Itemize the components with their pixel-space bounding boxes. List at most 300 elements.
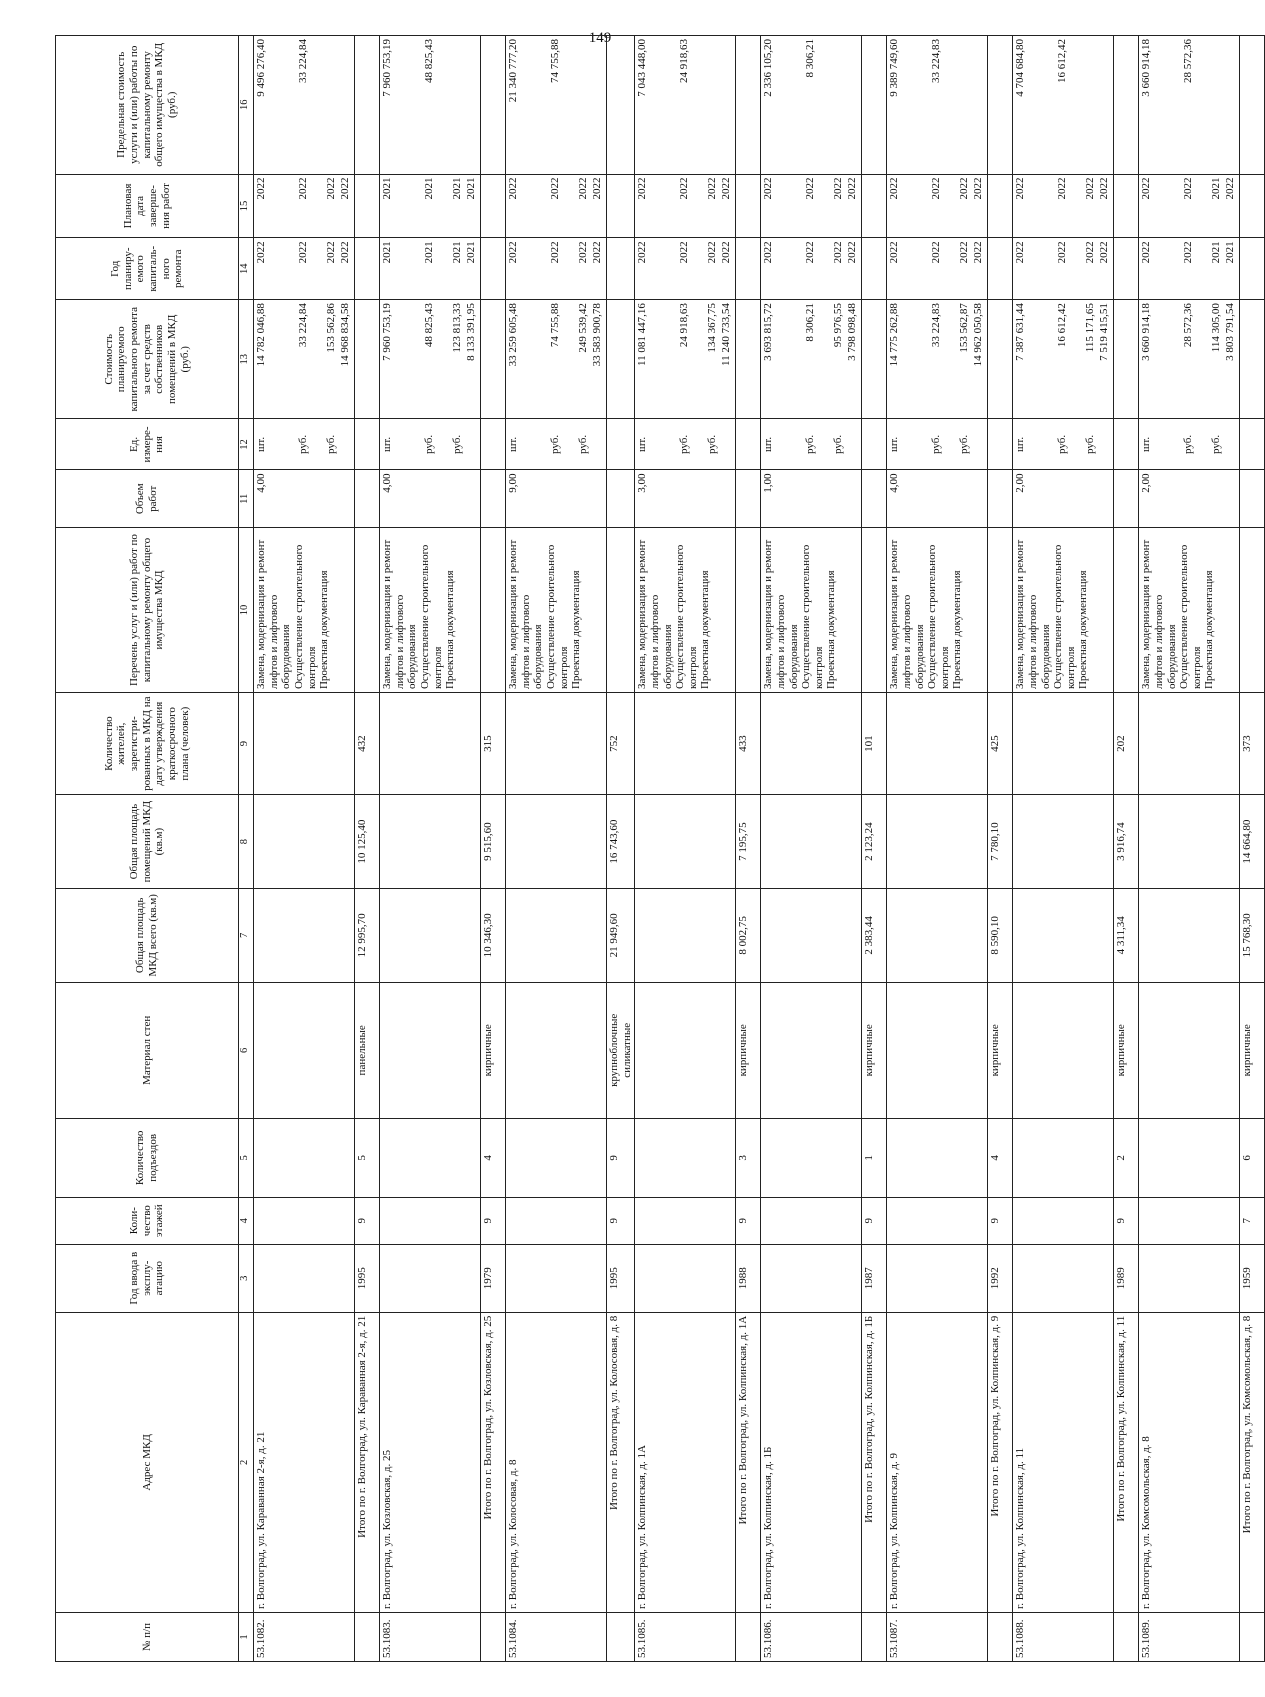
- end-date-value: 2022: [1084, 177, 1097, 200]
- work-item: Замена, модернизация и ремонт лифтов и лифтового оборудования: [888, 539, 926, 690]
- empty-cell: [988, 174, 1013, 238]
- work-volume: 4,00: [887, 470, 988, 528]
- limit-cost-value: 4 704 684,80: [1014, 39, 1027, 97]
- total-area: 12 995,70: [355, 888, 380, 982]
- unit: шт.: [1140, 436, 1153, 453]
- end-date-value: 2022: [804, 177, 817, 200]
- limit-cost-value: [706, 39, 720, 171]
- limit-cost-cell: [380, 36, 481, 175]
- unit-cell: [761, 419, 862, 470]
- empty-cell: [761, 982, 862, 1118]
- column-header: Плановая дата заверше-ния работ: [56, 174, 239, 238]
- premises-area: 7 195,75: [736, 795, 761, 889]
- limit-cost-value: [451, 39, 465, 171]
- cost-value: 14 775 262,88: [888, 303, 901, 367]
- limit-cost-cell: [887, 36, 988, 175]
- column-number: 11: [239, 470, 254, 528]
- repair-year-value: 2022: [507, 241, 519, 264]
- empty-cell: [355, 300, 380, 419]
- total-label: Итого по г. Волгоград, ул. Колпинская, д. 1Б: [862, 1312, 887, 1612]
- empty-cell: [607, 238, 635, 300]
- empty-cell: [1240, 470, 1265, 528]
- empty-cell: [988, 470, 1013, 528]
- unit: руб.: [1056, 434, 1069, 454]
- cost-cell: [1013, 300, 1114, 419]
- floors: 9: [988, 1197, 1013, 1244]
- total-area: 4 311,34: [1114, 888, 1139, 982]
- empty-cell: [1114, 1613, 1139, 1662]
- repair-year-value: 2022: [706, 241, 719, 264]
- residents: 433: [736, 693, 761, 795]
- cost-value: 33 259 605,48: [507, 303, 519, 367]
- column-header: Ед. измере-ния: [56, 419, 239, 470]
- work-item: Проектная документация: [951, 570, 964, 690]
- work-list-cell: [506, 528, 607, 693]
- table-row: [506, 36, 607, 1662]
- total-row: [481, 36, 506, 1662]
- table-row: [635, 36, 736, 1662]
- row-number: 53.1088.: [1013, 1613, 1114, 1662]
- end-date-value: 2022: [591, 177, 603, 200]
- cost-cell: [254, 300, 355, 419]
- empty-cell: [1114, 300, 1139, 419]
- repair-year-value: 2021: [381, 241, 393, 264]
- limit-cost-value: 9 496 276,40: [255, 39, 267, 97]
- year-built: 1992: [988, 1244, 1013, 1312]
- work-item: Осуществление строительного контроля: [1178, 544, 1203, 690]
- empty-cell: [635, 1244, 736, 1312]
- repair-year-value: 2022: [720, 241, 733, 264]
- cost-value: 249 539,42: [577, 303, 589, 353]
- work-list-cell: [380, 528, 481, 693]
- repair-year-value: 2022: [591, 241, 603, 264]
- cost-value: 8 306,21: [804, 303, 817, 342]
- empty-cell: [1240, 419, 1265, 470]
- year-built: 1979: [481, 1244, 506, 1312]
- repair-year-value: 2021: [465, 241, 477, 264]
- empty-cell: [481, 1613, 506, 1662]
- cost-value: 16 612,42: [1056, 303, 1069, 348]
- end-date-cell: [506, 174, 607, 238]
- entrances: 4: [481, 1118, 506, 1197]
- unit: шт.: [255, 436, 267, 453]
- end-date-value: 2022: [1098, 177, 1111, 200]
- empty-cell: [380, 1244, 481, 1312]
- empty-cell: [481, 470, 506, 528]
- work-volume: 2,00: [1013, 470, 1114, 528]
- end-date-value: 2022: [1056, 177, 1069, 200]
- row-number: 53.1083.: [380, 1613, 481, 1662]
- entrances: 3: [736, 1118, 761, 1197]
- limit-cost-cell: [635, 36, 736, 175]
- work-item: Замена, модернизация и ремонт лифтов и лифтового оборудования: [762, 539, 800, 690]
- work-item: Осуществление строительного контроля: [1052, 544, 1077, 690]
- empty-cell: [736, 528, 761, 693]
- empty-cell: [988, 238, 1013, 300]
- empty-cell: [635, 982, 736, 1118]
- empty-cell: [1139, 888, 1240, 982]
- limit-cost-value: 9 389 749,60: [888, 39, 901, 97]
- unit: руб.: [678, 434, 691, 454]
- cost-value: 33 224,83: [930, 303, 943, 348]
- end-date-value: 2022: [297, 177, 309, 200]
- wall-material: кирпичные: [988, 982, 1013, 1118]
- empty-cell: [1114, 36, 1139, 175]
- cost-value: 48 825,43: [423, 303, 435, 348]
- cost-value: 14 962 050,58: [972, 303, 985, 367]
- end-date-value: 2022: [762, 177, 775, 200]
- limit-cost-value: [1210, 39, 1224, 171]
- total-label: Итого по г. Волгоград, ул. Комсомольская, д. 8: [1240, 1312, 1265, 1612]
- empty-cell: [380, 888, 481, 982]
- repair-year-cell: [506, 238, 607, 300]
- repair-year-value: 2022: [325, 241, 337, 264]
- empty-cell: [1013, 1118, 1114, 1197]
- empty-cell: [254, 693, 355, 795]
- cost-value: 33 583 900,78: [591, 303, 603, 367]
- cost-value: 11 081 447,16: [636, 303, 649, 366]
- limit-cost-value: [1084, 39, 1098, 171]
- empty-cell: [607, 300, 635, 419]
- work-item: Замена, модернизация и ремонт лифтов и лифтового оборудования: [381, 539, 419, 690]
- floors: 7: [1240, 1197, 1265, 1244]
- end-date-cell: [1013, 174, 1114, 238]
- cost-cell: [761, 300, 862, 419]
- table-row: [380, 36, 481, 1662]
- empty-cell: [1240, 238, 1265, 300]
- work-item: Проектная документация: [318, 570, 331, 690]
- empty-cell: [887, 1118, 988, 1197]
- limit-cost-value: 74 755,88: [549, 39, 561, 83]
- empty-cell: [506, 693, 607, 795]
- wall-material: крупноблочные силикатные: [607, 982, 635, 1118]
- address-cell: г. Волгоград, ул. Колпинская, д. 1Б: [761, 1312, 862, 1612]
- column-header: Год планиру-емого капиталь-ного ремонта: [56, 238, 239, 300]
- unit: руб.: [1182, 434, 1195, 454]
- work-list-cell: [1013, 528, 1114, 693]
- limit-cost-value: [1098, 39, 1112, 171]
- total-row: [1240, 36, 1265, 1662]
- year-built: 1995: [355, 1244, 380, 1312]
- total-row: [1114, 36, 1139, 1662]
- premises-area: 10 125,40: [355, 795, 380, 889]
- address-cell: г. Волгоград, ул. Караванная 2-я, д. 21: [254, 1312, 355, 1612]
- work-item: Осуществление строительного контроля: [418, 544, 444, 690]
- cost-value: 153 562,87: [958, 303, 971, 353]
- table-row: [254, 36, 355, 1662]
- limit-cost-value: [958, 39, 972, 171]
- premises-area: 14 664,80: [1240, 795, 1265, 889]
- work-list-cell: [1139, 528, 1240, 693]
- end-date-value: 2022: [972, 177, 985, 200]
- empty-cell: [1240, 174, 1265, 238]
- total-row: [988, 36, 1013, 1662]
- column-number-row: [239, 36, 254, 1662]
- empty-cell: [887, 982, 988, 1118]
- year-built: 1988: [736, 1244, 761, 1312]
- work-item: Осуществление строительного контроля: [674, 544, 699, 690]
- table-body: [254, 36, 1265, 1662]
- end-date-value: 2022: [1224, 177, 1237, 200]
- entrances: 5: [355, 1118, 380, 1197]
- cost-value: 74 755,88: [549, 303, 561, 348]
- year-built: 1989: [1114, 1244, 1139, 1312]
- cost-value: 95 976,55: [832, 303, 845, 348]
- cost-value: 134 367,75: [706, 303, 719, 353]
- column-header: Год ввода в эксплу-атацию: [56, 1244, 239, 1312]
- cost-value: 11 240 733,54: [720, 303, 733, 366]
- repair-year-value: 2021: [1224, 241, 1237, 264]
- residents: 373: [1240, 693, 1265, 795]
- empty-cell: [761, 1244, 862, 1312]
- empty-cell: [506, 1197, 607, 1244]
- empty-cell: [355, 470, 380, 528]
- cost-value: 3 798 098,48: [846, 303, 859, 361]
- empty-cell: [635, 888, 736, 982]
- total-label: Итого по г. Волгоград, ул. Колосовая, д. 8: [607, 1312, 635, 1612]
- residents: 752: [607, 693, 635, 795]
- empty-cell: [1114, 238, 1139, 300]
- empty-cell: [607, 1613, 635, 1662]
- empty-cell: [887, 888, 988, 982]
- limit-cost-value: 2 336 105,20: [762, 39, 775, 97]
- empty-cell: [380, 693, 481, 795]
- year-built: 1987: [862, 1244, 887, 1312]
- empty-cell: [761, 795, 862, 889]
- empty-cell: [862, 36, 887, 175]
- unit-cell: [254, 419, 355, 470]
- total-area: 8 590,10: [988, 888, 1013, 982]
- end-date-value: 2022: [958, 177, 971, 200]
- unit: руб.: [958, 434, 971, 454]
- limit-cost-value: 7 960 753,19: [381, 39, 393, 97]
- empty-cell: [254, 982, 355, 1118]
- cost-value: 114 305,00: [1210, 303, 1223, 353]
- repair-year-value: 2022: [577, 241, 589, 264]
- limit-cost-value: [720, 39, 734, 171]
- row-number: 53.1087.: [887, 1613, 988, 1662]
- cost-value: 123 813,33: [451, 303, 463, 353]
- repair-year-value: 2022: [846, 241, 859, 264]
- rotated-table-stage: [55, 35, 1254, 1662]
- empty-cell: [988, 419, 1013, 470]
- repair-year-value: 2022: [1056, 241, 1069, 264]
- empty-cell: [380, 1118, 481, 1197]
- empty-cell: [254, 1197, 355, 1244]
- total-row: [355, 36, 380, 1662]
- end-date-cell: [380, 174, 481, 238]
- cost-value: 14 782 046,88: [255, 303, 267, 367]
- limit-cost-cell: [254, 36, 355, 175]
- page-number: 149: [588, 30, 612, 46]
- column-header: Коли-чество этажей: [56, 1197, 239, 1244]
- empty-cell: [862, 238, 887, 300]
- limit-cost-value: [846, 39, 860, 171]
- end-date-value: 2021: [423, 177, 435, 200]
- repair-year-cell: [635, 238, 736, 300]
- column-number: 6: [239, 982, 254, 1118]
- cost-value: 24 918,63: [678, 303, 691, 348]
- repair-year-value: 2022: [255, 241, 267, 264]
- unit: руб.: [1084, 434, 1097, 454]
- repair-year-value: 2022: [1014, 241, 1027, 264]
- row-number: 53.1086.: [761, 1613, 862, 1662]
- work-item: Проектная документация: [570, 570, 583, 690]
- repair-plan-table: [55, 35, 1265, 1662]
- wall-material: кирпичные: [1114, 982, 1139, 1118]
- work-list-cell: [635, 528, 736, 693]
- limit-cost-value: [591, 39, 605, 171]
- column-number: 14: [239, 238, 254, 300]
- column-number: 7: [239, 888, 254, 982]
- cost-value: 14 968 834,58: [339, 303, 351, 367]
- repair-year-value: 2022: [678, 241, 691, 264]
- work-volume: 3,00: [635, 470, 736, 528]
- floors: 9: [862, 1197, 887, 1244]
- total-area: 10 346,30: [481, 888, 506, 982]
- address-cell: г. Волгоград, ул. Козловская, д. 25: [380, 1312, 481, 1612]
- empty-cell: [1013, 1244, 1114, 1312]
- repair-year-value: 2022: [339, 241, 351, 264]
- empty-cell: [635, 1118, 736, 1197]
- empty-cell: [607, 36, 635, 175]
- empty-cell: [1139, 982, 1240, 1118]
- empty-cell: [1114, 528, 1139, 693]
- end-date-cell: [887, 174, 988, 238]
- empty-cell: [380, 1197, 481, 1244]
- cost-cell: [506, 300, 607, 419]
- cost-value: 153 562,86: [325, 303, 337, 353]
- cost-cell: [380, 300, 481, 419]
- empty-cell: [481, 419, 506, 470]
- empty-cell: [862, 300, 887, 419]
- repair-year-cell: [887, 238, 988, 300]
- repair-year-value: 2022: [1098, 241, 1111, 264]
- empty-cell: [761, 693, 862, 795]
- table-row: [887, 36, 988, 1662]
- column-header: Материал стен: [56, 982, 239, 1118]
- empty-cell: [736, 36, 761, 175]
- total-area: 2 383,44: [862, 888, 887, 982]
- empty-cell: [862, 174, 887, 238]
- empty-cell: [254, 795, 355, 889]
- empty-cell: [481, 238, 506, 300]
- column-number: 9: [239, 693, 254, 795]
- total-area: 21 949,60: [607, 888, 635, 982]
- total-label: Итого по г. Волгоград, ул. Колпинская, д. 11: [1114, 1312, 1139, 1612]
- column-number: 13: [239, 300, 254, 419]
- work-item: Проектная документация: [1077, 570, 1090, 690]
- end-date-value: 2022: [255, 177, 267, 200]
- floors: 9: [1114, 1197, 1139, 1244]
- empty-cell: [736, 300, 761, 419]
- work-volume: 4,00: [254, 470, 355, 528]
- empty-cell: [355, 36, 380, 175]
- table-row: [1013, 36, 1114, 1662]
- unit: руб.: [930, 434, 943, 454]
- work-item: Проектная документация: [825, 570, 838, 690]
- repair-year-value: 2022: [762, 241, 775, 264]
- limit-cost-cell: [1139, 36, 1240, 175]
- empty-cell: [254, 1118, 355, 1197]
- empty-cell: [607, 174, 635, 238]
- cost-value: 7 960 753,19: [381, 303, 393, 361]
- limit-cost-cell: [506, 36, 607, 175]
- empty-cell: [988, 300, 1013, 419]
- row-number: 53.1085.: [635, 1613, 736, 1662]
- year-built: 1995: [607, 1244, 635, 1312]
- end-date-value: 2022: [1140, 177, 1153, 200]
- work-item: Замена, модернизация и ремонт лифтов и лифтового оборудования: [1140, 539, 1178, 690]
- unit: шт.: [762, 436, 775, 453]
- empty-cell: [506, 888, 607, 982]
- cost-value: 28 572,36: [1182, 303, 1195, 348]
- wall-material: кирпичные: [481, 982, 506, 1118]
- unit: шт.: [507, 436, 519, 453]
- empty-cell: [380, 795, 481, 889]
- unit: шт.: [381, 436, 393, 453]
- unit: руб.: [706, 434, 719, 454]
- residents: 425: [988, 693, 1013, 795]
- work-item: Проектная документация: [1203, 570, 1216, 690]
- wall-material: кирпичные: [862, 982, 887, 1118]
- work-item: Осуществление строительного контроля: [292, 544, 318, 690]
- limit-cost-value: [339, 39, 353, 171]
- limit-cost-value: [325, 39, 339, 171]
- end-date-value: 2022: [706, 177, 719, 200]
- end-date-value: 2022: [832, 177, 845, 200]
- address-cell: г. Волгоград, ул. Колпинская, д. 1А: [635, 1312, 736, 1612]
- column-number: 8: [239, 795, 254, 889]
- unit: шт.: [1014, 436, 1027, 453]
- cost-value: 7 387 631,44: [1014, 303, 1027, 361]
- end-date-value: 2022: [720, 177, 733, 200]
- empty-cell: [481, 300, 506, 419]
- end-date-value: 2022: [888, 177, 901, 200]
- empty-cell: [607, 419, 635, 470]
- work-list-cell: [761, 528, 862, 693]
- row-number: 53.1089.: [1139, 1613, 1240, 1662]
- empty-cell: [481, 528, 506, 693]
- empty-cell: [736, 470, 761, 528]
- address-cell: г. Волгоград, ул. Колосовая, д. 8: [506, 1312, 607, 1612]
- empty-cell: [988, 36, 1013, 175]
- empty-cell: [1013, 795, 1114, 889]
- work-item: Осуществление строительного контроля: [544, 544, 570, 690]
- limit-cost-value: 48 825,43: [423, 39, 435, 83]
- empty-cell: [761, 1118, 862, 1197]
- empty-cell: [736, 419, 761, 470]
- end-date-value: 2022: [930, 177, 943, 200]
- empty-cell: [355, 238, 380, 300]
- empty-cell: [1240, 36, 1265, 175]
- empty-cell: [887, 1244, 988, 1312]
- repair-year-value: 2022: [1084, 241, 1097, 264]
- work-item: Замена, модернизация и ремонт лифтов и лифтового оборудования: [1014, 539, 1052, 690]
- empty-cell: [506, 982, 607, 1118]
- empty-cell: [481, 174, 506, 238]
- empty-cell: [506, 795, 607, 889]
- unit: руб.: [832, 434, 845, 454]
- repair-year-value: 2022: [832, 241, 845, 264]
- column-header: Адрес МКД: [56, 1312, 239, 1612]
- table-row: [761, 36, 862, 1662]
- limit-cost-value: 24 918,63: [678, 39, 691, 83]
- repair-year-value: 2022: [930, 241, 943, 264]
- empty-cell: [887, 1197, 988, 1244]
- floors: 9: [355, 1197, 380, 1244]
- empty-cell: [988, 528, 1013, 693]
